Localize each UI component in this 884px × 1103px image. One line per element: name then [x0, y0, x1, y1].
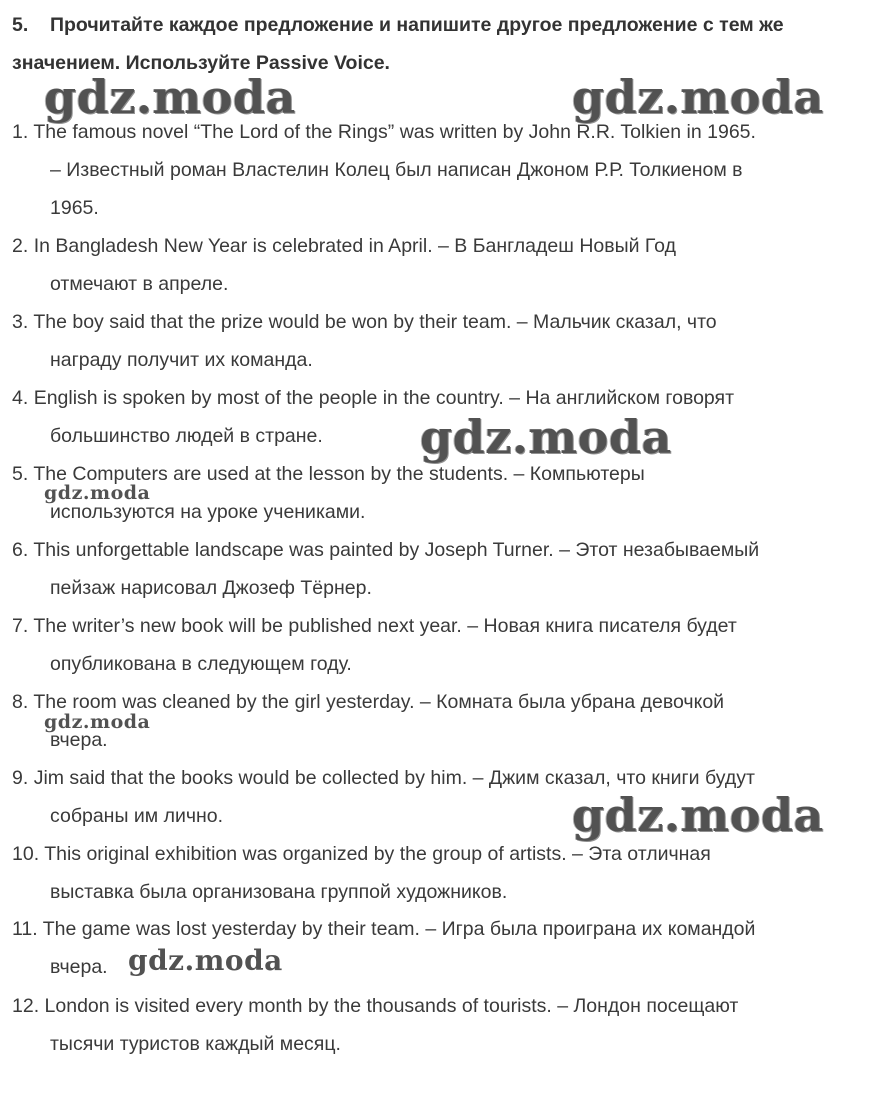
item-text: In Bangladesh New Year is celebrated in April. – В Бангладеш Новый Год — [33, 235, 676, 257]
list-item-12 — [12, 987, 869, 1063]
item-text: The Computers are used at the lesson by the students. – Компьютеры — [33, 463, 645, 485]
item-number: 3. — [12, 311, 29, 333]
item-translation: вчера. — [50, 729, 108, 751]
list-item-2 — [12, 227, 869, 303]
item-translation: опубликована в следующем году. — [50, 653, 352, 675]
item-number: 8. — [12, 691, 29, 713]
list-item-3 — [12, 303, 869, 379]
item-number: 11. — [12, 918, 38, 940]
list-item-4 — [12, 379, 869, 455]
item-number: 7. — [12, 615, 29, 637]
item-translation: собраны им лично. — [50, 805, 224, 827]
item-text: The game was lost yesterday by their team. – Игра была проиграна их командой — [42, 918, 756, 940]
item-number: 9. — [12, 767, 29, 789]
item-number: 6. — [12, 539, 29, 561]
list-item-7 — [12, 607, 869, 683]
list-item-1 — [12, 113, 869, 227]
list-item-8 — [12, 683, 869, 759]
task-number: 5. — [12, 14, 29, 36]
item-text: This original exhibition was organized by the group of artists. – Эта отличная — [44, 843, 711, 865]
item-translation: выставка была организована группой художников. — [50, 881, 508, 903]
watermark-logo: gdz.moda — [128, 944, 283, 977]
task-header — [12, 6, 870, 82]
item-number: 5. — [12, 463, 29, 485]
item-translation: тысячи туристов каждый месяц. — [50, 1033, 341, 1055]
item-translation: награду получит их команда. — [50, 349, 313, 371]
item-text: This unforgettable landscape was painted by Joseph Turner. – Этот незабываемый — [33, 539, 760, 561]
item-number: 1. — [12, 121, 29, 143]
watermark-logo: gdz.moda — [572, 788, 824, 842]
list-item-5 — [12, 455, 869, 531]
item-text: The famous novel “The Lord of the Rings” was written by John R.R. Tolkien in 1965. — [33, 121, 756, 143]
watermark-logo: gdz.moda — [44, 711, 151, 733]
item-translation: пейзаж нарисовал Джозеф Тёрнер. — [50, 577, 372, 599]
item-text: The writer’s new book will be published next year. – Новая книга писателя будет — [33, 615, 737, 637]
item-translation: используются на уроке учениками. — [50, 501, 366, 523]
item-translation: большинство людей в стране. — [50, 425, 323, 447]
item-number: 10. — [12, 843, 40, 865]
watermark-logo: gdz.moda — [420, 410, 672, 464]
item-translation: вчера. — [50, 956, 108, 978]
watermark-logo: gdz.moda — [44, 482, 151, 504]
item-number: 12. — [12, 995, 40, 1017]
item-translation: – Известный роман Властелин Колец был написан Джоном Р.Р. Толкиеном в — [50, 159, 743, 181]
item-text: The room was cleaned by the girl yesterday. – Комната была убрана девочкой — [33, 691, 725, 713]
item-number: 2. — [12, 235, 29, 257]
item-translation-end: 1965. — [50, 197, 99, 219]
item-number: 4. — [12, 387, 29, 409]
item-text: English is spoken by most of the people in the country. – На английском говорят — [33, 387, 735, 409]
watermark-logo: gdz.moda — [44, 70, 296, 124]
item-text: Jim said that the books would be collected by him. – Джим сказал, что книги будут — [33, 767, 755, 789]
item-translation: отмечают в апреле. — [50, 273, 229, 295]
list-item-6 — [12, 531, 869, 607]
list-item-9 — [12, 759, 869, 835]
item-text: The boy said that the prize would be won by their team. – Мальчик сказал, что — [33, 311, 717, 333]
list-item-10 — [12, 835, 869, 911]
watermark-logo: gdz.moda — [572, 70, 824, 124]
item-text: London is visited every month by the thousands of tourists. – Лондон посещают — [44, 995, 739, 1017]
list-item-11 — [12, 910, 869, 986]
task-instruction: Прочитайте каждое предложение и напишите другое предложение с тем же значением. Используйте Passive Voice. — [12, 14, 784, 74]
